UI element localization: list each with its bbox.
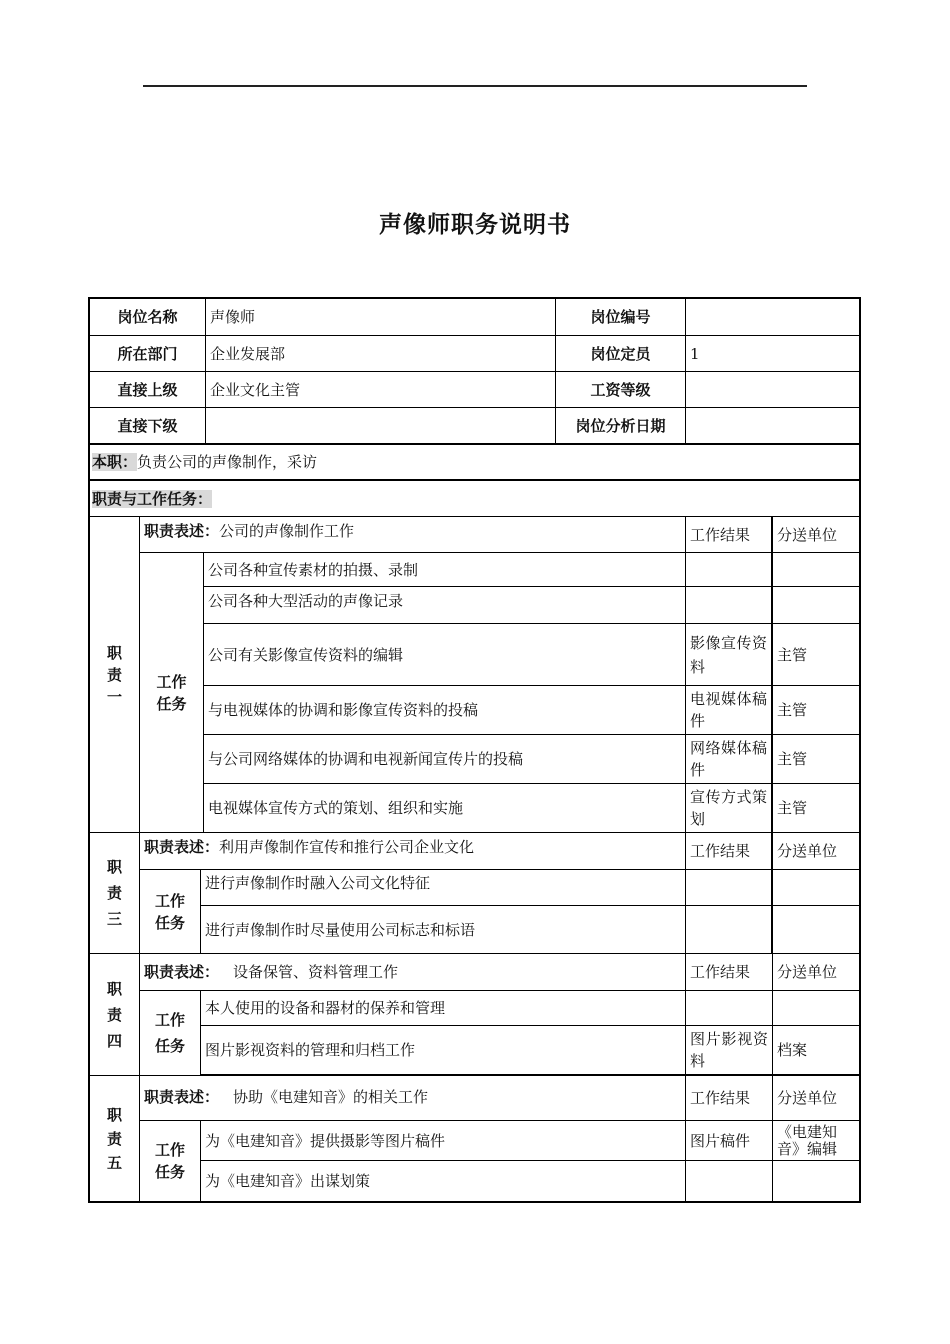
duty-5-task-2: 为《电建知音》出谋划策: [201, 1161, 686, 1201]
duty-1-statement: 公司的声像制作工作: [219, 522, 355, 540]
duty-1-task-6-recipient: 主管: [773, 784, 859, 833]
duty-3-task-2-result: [686, 906, 773, 954]
recipient-header: 分送单位: [773, 1076, 859, 1121]
statement-label: 职责表述：: [144, 963, 220, 981]
duty-1-task-2-result: [686, 587, 773, 624]
duty-1-task-3: 公司有关影像宣传资料的编辑: [204, 624, 686, 686]
statement-label: 职责表述：: [144, 522, 220, 540]
value-headcount: 1: [686, 336, 859, 372]
duty-1-name: [90, 517, 140, 833]
document-title: 声像师职务说明书: [379, 212, 571, 238]
result-header: 工作结果: [686, 954, 773, 991]
duty-1-task-5: 与公司网络媒体的协调和电视新闻宣传片的投稿: [204, 735, 686, 784]
duty-3-task-2-recipient: [773, 906, 859, 954]
value-subordinate: [206, 408, 556, 445]
tasks-label-text: 工作任务: [154, 1141, 185, 1181]
duty-1-task-3-result: [686, 624, 773, 686]
duty-3-statement-row: [140, 833, 686, 870]
value-department: 企业发展部: [206, 336, 556, 372]
duty-4-task-1: 本人使用的设备和器材的保养和管理: [201, 991, 686, 1026]
value-salary-grade: [686, 372, 859, 408]
label-position-no: 岗位编号: [556, 299, 686, 336]
duty-1-task-3-result-text: 影像宣传资料: [690, 633, 767, 676]
duty-1-task-2: 公司各种大型活动的声像记录: [204, 587, 686, 624]
label-department: 所在部门: [90, 336, 206, 372]
duty-1-task-4-result-text: 电视媒体稿件: [690, 690, 767, 730]
duty-4-task-2-result: [686, 1026, 773, 1076]
summary-text: 负责公司的声像制作，采访: [137, 453, 318, 471]
duty-1-task-5-result: [686, 735, 773, 784]
duty-3-statement: 利用声像制作宣传和推行公司企业文化: [219, 838, 475, 856]
result-header: 工作结果: [686, 833, 773, 870]
duty-1-name-text: 职责一: [106, 643, 122, 706]
duty-4-name-text: 职责四: [106, 979, 122, 1050]
summary-row: [90, 445, 859, 481]
duty-1-task-4: 与电视媒体的协调和影像宣传资料的投稿: [204, 686, 686, 735]
duty-3-name-text: 职责三: [106, 858, 122, 928]
duty-5-statement: 协助《电建知音》的相关工作: [233, 1088, 429, 1106]
duty-1-task-4-recipient: 主管: [773, 686, 859, 735]
tasks-label-text: 工作任务: [154, 1011, 185, 1055]
duty-5-tasks-label: [140, 1121, 201, 1201]
duty-5-task-1: 为《电建知音》提供摄影等图片稿件: [201, 1121, 686, 1161]
duty-1-task-4-result: [686, 686, 773, 735]
recipient-header: 分送单位: [773, 954, 859, 991]
duty-4-task-1-result: [686, 991, 773, 1026]
duty-5-task-2-result: [686, 1161, 773, 1201]
label-headcount: 岗位定员: [556, 336, 686, 372]
duties-heading-text: 职责与工作任务：: [92, 489, 213, 508]
duty-4-task-2: 图片影视资料的管理和归档工作: [201, 1026, 686, 1076]
tasks-label-text: 工作任务: [156, 672, 187, 713]
job-description-table: [88, 297, 861, 1203]
label-subordinate: 直接下级: [90, 408, 206, 445]
duty-4-task-2-recipient: 档案: [773, 1026, 859, 1076]
duty-1-statement-row: [140, 517, 686, 553]
duty-1-task-1-recipient: [773, 553, 859, 587]
duty-5-task-2-recipient: [773, 1161, 859, 1201]
duty-5-name-text: 职责五: [106, 1105, 122, 1172]
tasks-label-text: 工作任务: [154, 891, 185, 932]
duty-1-task-1-result: [686, 553, 773, 587]
value-position-name: 声像师: [206, 299, 556, 336]
value-analysis-date: [686, 408, 859, 445]
value-position-no: [686, 299, 859, 336]
duty-5-statement-row: [140, 1076, 686, 1121]
duty-3-task-1: 进行声像制作时融入公司文化特征: [201, 870, 686, 906]
header-rule: [143, 85, 807, 87]
duty-1-task-1: 公司各种宣传素材的拍摄、录制: [204, 553, 686, 587]
label-analysis-date: 岗位分析日期: [556, 408, 686, 445]
duty-1-task-5-result-text: 网络媒体稿件: [690, 739, 767, 779]
duty-1-task-5-recipient: 主管: [773, 735, 859, 784]
duty-4-name: [90, 954, 140, 1076]
result-header: 工作结果: [686, 1076, 773, 1121]
duty-1-tasks-label: [140, 553, 204, 833]
duty-3-task-2: 进行声像制作时尽量使用公司标志和标语: [201, 906, 686, 954]
duty-3-task-1-recipient: [773, 870, 859, 906]
label-salary-grade: 工资等级: [556, 372, 686, 408]
duty-4-tasks-label: [140, 991, 201, 1076]
value-superior: 企业文化主管: [206, 372, 556, 408]
duty-5-task-1-recipient: 《电建知音》编辑: [773, 1121, 859, 1161]
duty-5-name: [90, 1076, 140, 1201]
statement-label: 职责表述：: [144, 1088, 220, 1106]
label-superior: 直接上级: [90, 372, 206, 408]
recipient-header: 分送单位: [773, 517, 859, 553]
duty-4-statement: 设备保管、资料管理工作: [233, 963, 399, 981]
duty-5-task-1-result: 图片稿件: [686, 1121, 773, 1161]
duty-1-task-6-result: [686, 784, 773, 833]
duty-4-task-2-result-text: 图片影视资料: [690, 1030, 768, 1070]
duty-3-task-1-result: [686, 870, 773, 906]
statement-label: 职责表述：: [144, 838, 220, 856]
duty-4-task-1-recipient: [773, 991, 859, 1026]
duty-1-task-6: 电视媒体宣传方式的策划、组织和实施: [204, 784, 686, 833]
duty-3-name: [90, 833, 140, 954]
duty-1-task-6-result-text: 宣传方式策划: [690, 788, 767, 828]
duty-1-task-3-recipient: 主管: [773, 624, 859, 686]
result-header: 工作结果: [686, 517, 773, 553]
duty-4-statement-row: [140, 954, 686, 991]
duty-3-tasks-label: [140, 870, 201, 954]
summary-label: 本职：: [92, 453, 138, 471]
label-position-name: 岗位名称: [90, 299, 206, 336]
duty-1-task-2-recipient: [773, 587, 859, 624]
duties-heading: [90, 481, 859, 517]
recipient-header: 分送单位: [773, 833, 859, 870]
